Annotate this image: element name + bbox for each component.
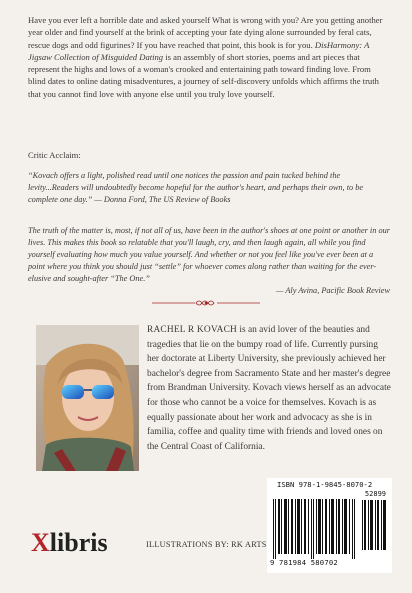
price-barcode-bars [362,500,388,550]
isbn-label: ISBN 978-1-9845-8070-2 [277,480,373,489]
critic-acclaim-label: Critic Acclaim: [28,150,81,160]
review-attribution: — Aly Avina, Pacific Book Review [276,286,390,296]
review-quote: “Kovach offers a light, polished read until one notices the passion and pain tucked behind the levity...Readers will undoubtedly become hopeful for the author's heart, and perhaps their own, to be complete one day.” [28,171,364,205]
ornament-divider [152,298,260,308]
isbn-barcode [267,478,392,573]
barcode-bars [271,499,359,559]
author-bio [147,323,392,454]
author-name: RACHEL R KOVACH [147,325,237,335]
book-title: DisHarmony: A Jigsaw Collection of Misguided Dating [28,39,370,62]
back-cover-blurb [28,14,390,100]
blurb-paragraph: Have you ever left a horrible date and asked yourself What is wrong with you? Are you getting another year older and find yourself at the brink of accepting your fate dying alone surrounded by feral cats, rescue dogs and odd figurines? If you have reached that point, this book is for you. DisHarmony: A Jigsaw Collection of Misguided Dating is an assembly of short stories, poems and art pieces that represent the highs and lows of a woman's crooked and entertaining path toward finding love. From blind dates to online dating misadventures, a journey of self-discovery unfolds which affirms the truth that you cannot find love with anyone else until you truly love yourself. [28,15,383,99]
review-quote: The truth of the matter is, most, if not all of us, have been in the author's shoes at one point or another in our lives. This makes this book so relatable that you'll laugh, cry, and then laugh again, all while you find yourself evaluating how much you value yourself. And whether or not you feel like you've ever been at a point where you think you should just “settle” for whoever comes along rather than waiting for the ever-elusive and sought-after “The One.” [28,226,390,284]
xlibris-logo: Xlibris [31,528,108,557]
author-photo [36,325,139,471]
review-attribution: — Donna Ford, The US Review of Books [92,195,231,205]
barcode-digits: 9 781984 580702 [270,558,338,567]
review-pacific-book-review [28,225,390,298]
price-code: 52899 [364,490,386,498]
author-bio-text: is an avid lover of the beauties and tragedies that lie on the bumpy road of life. Currently pursing her doctorate at Liberty University, she previously achieved her bachelor's degree from Sacramento State and her master's degree from Brandman University. Kovach views herself as an advocate for those who cannot be a voice for themselves. Kovach is as equally passionate about her work and advocacy as she is in familia, coffee and quality time with friends and loved ones on the Central Coast of California. [147,325,391,452]
review-us-review-of-books [28,170,390,206]
illustrations-credit: ILLUSTRATIONS BY: RK ARTS [146,540,267,549]
